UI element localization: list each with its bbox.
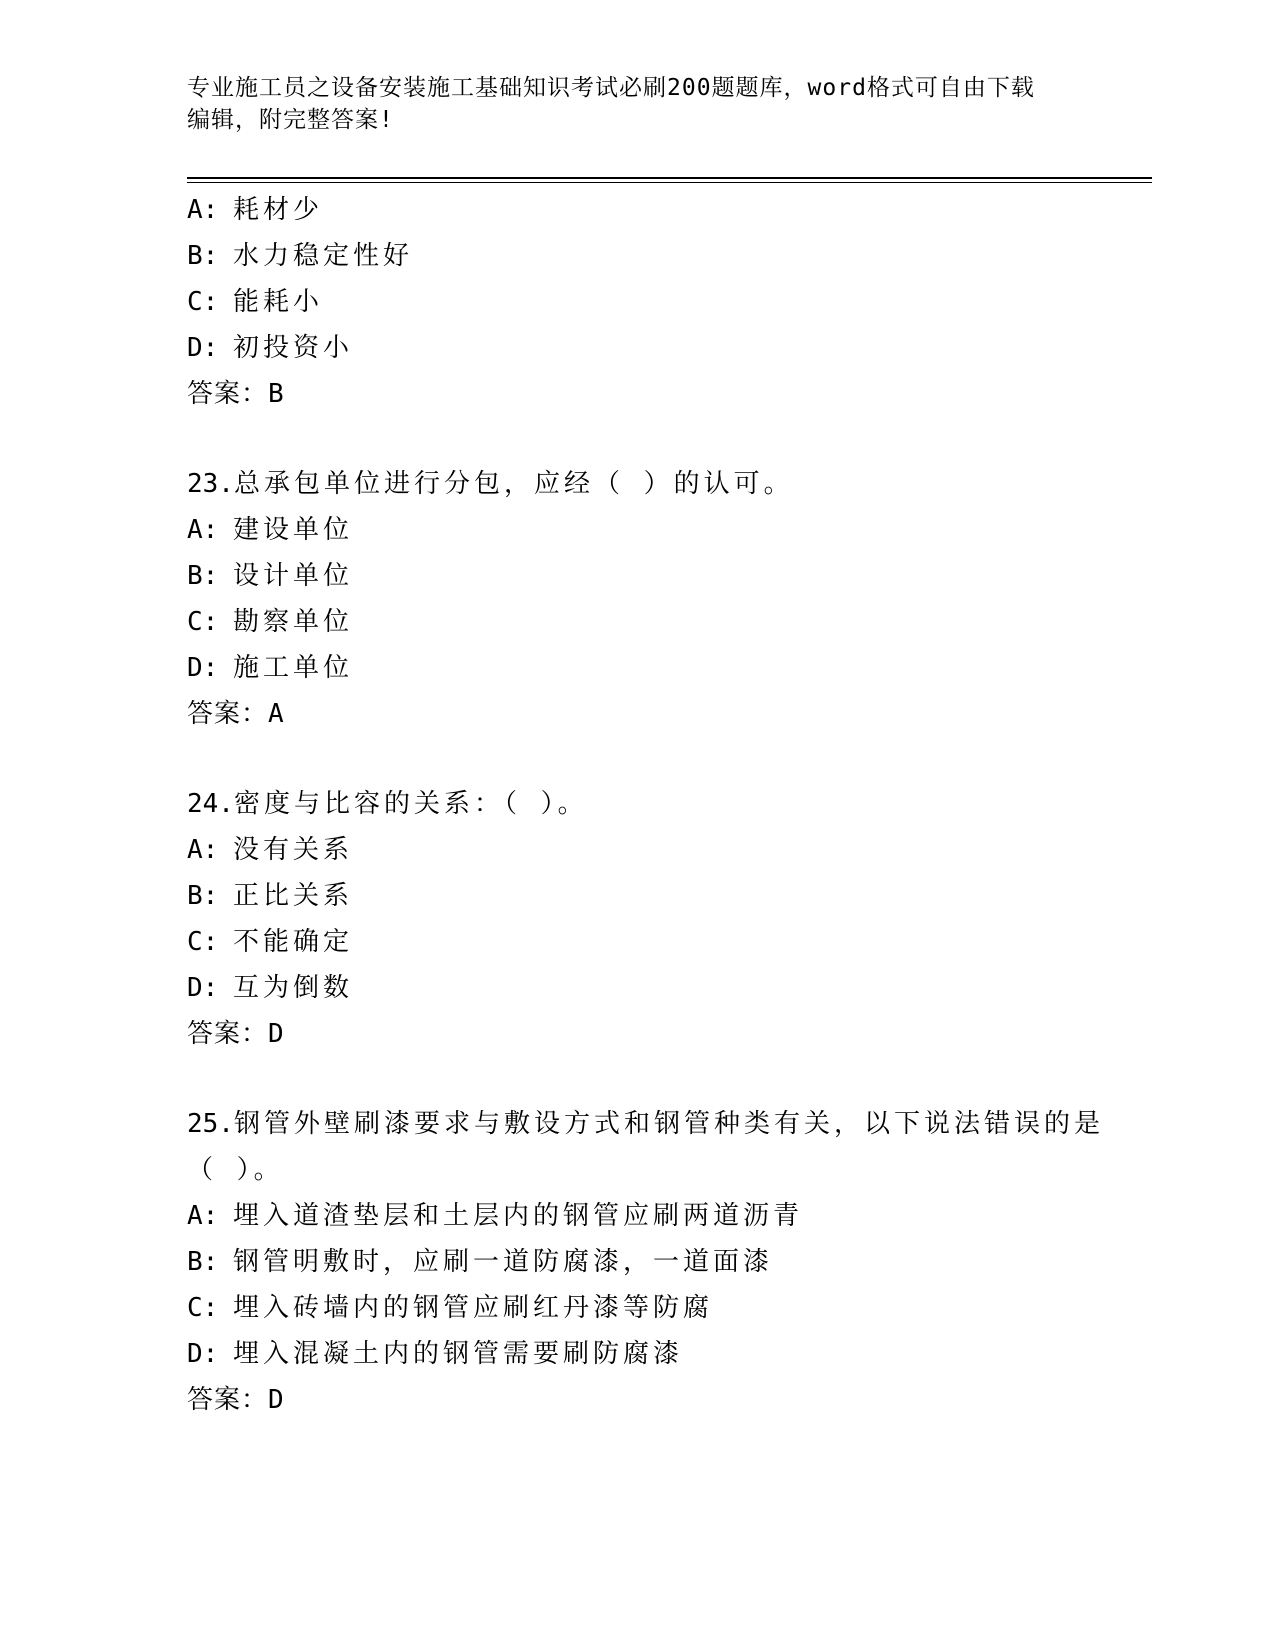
answer-line: 答案：D — [187, 1385, 285, 1415]
option-letter: C: — [187, 287, 219, 317]
header-divider-thin — [187, 182, 1152, 183]
question-stem — [187, 781, 1087, 827]
question-number: 25. — [187, 1109, 234, 1139]
option-text: 建设单位 — [233, 515, 354, 545]
option-letter: A: — [187, 195, 219, 225]
option-letter: B: — [187, 1247, 219, 1277]
option-c — [187, 599, 1087, 645]
option-text: 初投资小 — [233, 333, 354, 363]
option-c — [187, 279, 1087, 325]
option-letter: C: — [187, 607, 219, 637]
option-d — [187, 965, 1087, 1011]
option-letter: A: — [187, 515, 219, 545]
option-text: 不能确定 — [233, 927, 354, 957]
question-number: 23. — [187, 469, 234, 499]
spacer — [187, 417, 1087, 461]
option-text: 耗材少 — [233, 195, 324, 225]
question-number: 24. — [187, 789, 234, 819]
option-a — [187, 1193, 1087, 1239]
option-b — [187, 553, 1087, 599]
option-b — [187, 233, 1087, 279]
option-letter: D: — [187, 653, 219, 683]
option-text: 水力稳定性好 — [233, 241, 414, 271]
option-letter: C: — [187, 1293, 219, 1323]
header-title-line-1: 专业施工员之设备安装施工基础知识考试必刷200题题库，word格式可自由下载 — [187, 75, 1035, 101]
question-25 — [187, 1101, 1104, 1423]
answer-line: 答案：A — [187, 699, 285, 729]
option-text: 钢管明敷时，应刷一道防腐漆，一道面漆 — [233, 1247, 774, 1277]
header-divider-thick — [187, 177, 1152, 179]
option-c — [187, 1285, 1087, 1331]
question-text: 钢管外壁刷漆要求与敷设方式和钢管种类有关，以下说法错误的是 — [233, 1109, 1104, 1139]
header-title-line-2: 编辑，附完整答案! — [187, 107, 394, 133]
question-22 — [187, 187, 1087, 417]
question-stem — [187, 1101, 1104, 1147]
option-c — [187, 919, 1087, 965]
question-list — [187, 187, 1104, 1423]
option-letter: A: — [187, 1201, 219, 1231]
question-24 — [187, 781, 1087, 1057]
option-a — [187, 187, 1087, 233]
option-letter: D: — [187, 973, 219, 1003]
question-text: 密度与比容的关系：（ ）。 — [233, 789, 588, 819]
option-letter: B: — [187, 241, 219, 271]
option-letter: A: — [187, 835, 219, 865]
option-text: 互为倒数 — [233, 973, 354, 1003]
option-letter: D: — [187, 1339, 219, 1369]
answer-line: 答案：D — [187, 1019, 285, 1049]
option-d — [187, 1331, 1087, 1377]
option-a — [187, 507, 1087, 553]
question-stem — [187, 461, 1087, 507]
document-header — [187, 72, 1067, 136]
spacer — [187, 737, 1087, 781]
option-text: 勘察单位 — [233, 607, 354, 637]
option-text: 正比关系 — [233, 881, 354, 911]
question-23 — [187, 461, 1087, 737]
option-text: 设计单位 — [233, 561, 354, 591]
question-text: 总承包单位进行分包，应经（ ）的认可。 — [233, 469, 794, 499]
option-text: 能耗小 — [233, 287, 324, 317]
option-b — [187, 873, 1087, 919]
question-stem-continued: （ ）。 — [187, 1155, 284, 1185]
spacer — [187, 1057, 1087, 1101]
option-d — [187, 325, 1087, 371]
answer-line: 答案：B — [187, 379, 285, 409]
option-letter: D: — [187, 333, 219, 363]
option-text: 没有关系 — [233, 835, 354, 865]
option-letter: C: — [187, 927, 219, 957]
option-a — [187, 827, 1087, 873]
option-b — [187, 1239, 1087, 1285]
option-text: 施工单位 — [233, 653, 354, 683]
option-text: 埋入道渣垫层和土层内的钢管应刷两道沥青 — [233, 1201, 804, 1231]
option-text: 埋入砖墙内的钢管应刷红丹漆等防腐 — [233, 1293, 714, 1323]
option-letter: B: — [187, 561, 219, 591]
option-d — [187, 645, 1087, 691]
option-letter: B: — [187, 881, 219, 911]
option-text: 埋入混凝土内的钢管需要刷防腐漆 — [233, 1339, 684, 1369]
